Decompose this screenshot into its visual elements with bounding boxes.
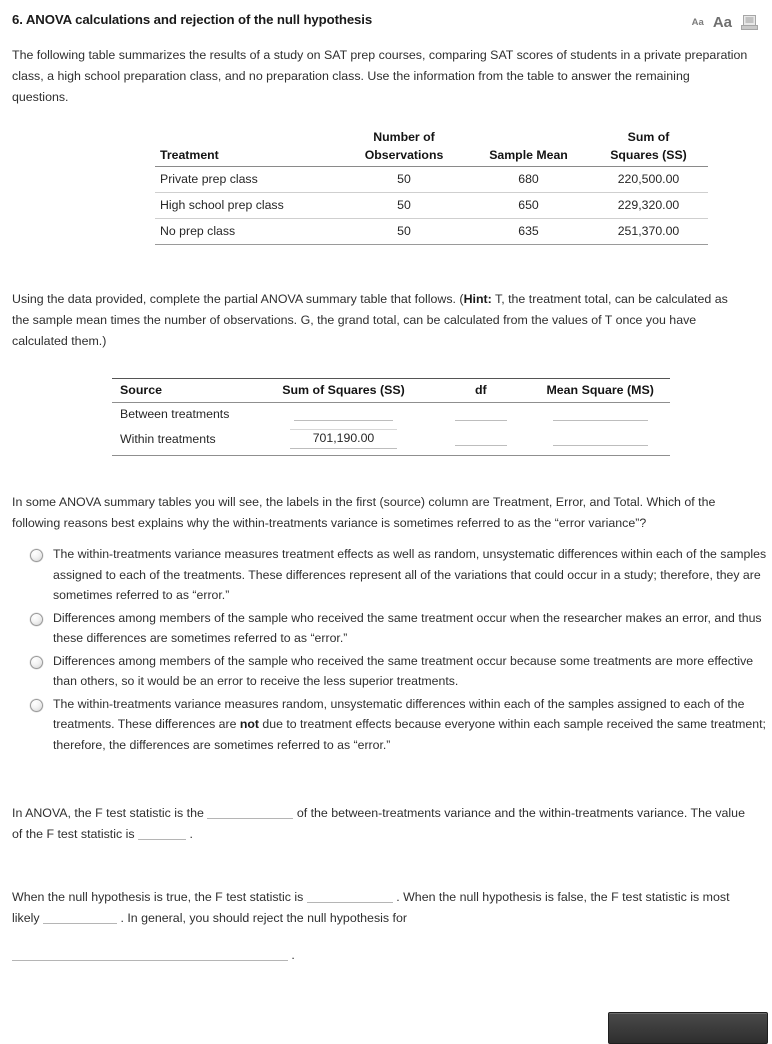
null-hyp-blank-3[interactable]	[12, 947, 288, 961]
hint-label: Hint:	[463, 292, 492, 306]
radio-button-icon[interactable]	[30, 656, 43, 669]
mc-option-4-emphasis: not	[239, 717, 259, 731]
mc-option-4[interactable]	[30, 694, 768, 756]
table-row	[112, 403, 670, 427]
hint-text-before: Using the data provided, complete the partial ANOVA summary table that follows. (	[12, 292, 464, 306]
cell-treatment: High school prep class	[155, 193, 340, 219]
table-header-top-row	[155, 130, 708, 148]
input-within-df[interactable]	[431, 426, 530, 456]
cell-source-between: Between treatments	[120, 407, 230, 421]
header-observations-line1: Number of	[373, 130, 435, 144]
f-stat-text-1: In ANOVA, the F test statistic is the	[12, 806, 204, 820]
header-spacer-2	[468, 130, 589, 148]
cell-observations: 50	[340, 167, 468, 193]
f-statistic-paragraph	[0, 803, 772, 845]
intro-paragraph: The following table summarizes the results of a study on SAT prep courses, comparing SAT scores of students in a private preparation class, a high school preparation class, and no preparation class. Use the information from the table to answer the remaining questions.	[12, 48, 748, 104]
header-blank-spacer	[155, 130, 340, 148]
mc-option-4-label	[53, 694, 768, 756]
f-stat-blank-1[interactable]	[207, 805, 293, 819]
null-hyp-text-2: . When the null hypothesis is false, the F test statistic is most likely	[12, 890, 730, 925]
mc-option-3-label: Differences among members of the sample who received the same treatment occur because some treatments are more effective than others, so it would be an error to receive the less superior treatments.	[53, 653, 754, 688]
anova-table-container	[0, 378, 772, 456]
header-ss-line1: Sum of	[627, 130, 670, 144]
reading-pane-icon[interactable]	[741, 14, 758, 31]
cell-observations: 50	[340, 219, 468, 245]
mc-option-2-label: Differences among members of the sample who received the same treatment occur when the researcher makes an error, and thus these differences are sometimes referred to as “error.”	[53, 610, 762, 645]
null-hypothesis-paragraph	[0, 887, 772, 929]
input-between-df[interactable]	[431, 403, 530, 427]
cell-source-within: Within treatments	[112, 426, 256, 456]
increase-font-size-icon[interactable]: Aa	[712, 14, 732, 31]
study-summary-table	[155, 130, 708, 245]
header-treatment: Treatment	[155, 148, 340, 167]
header-sum-of-squares: Sum of Squares (SS)	[256, 379, 432, 403]
cell-ss: 220,500.00	[589, 167, 708, 193]
table-row	[112, 426, 670, 456]
table-header-row	[155, 148, 708, 167]
mc-option-1[interactable]	[30, 544, 768, 606]
cell-treatment: Private prep class	[155, 167, 340, 193]
radio-button-icon[interactable]	[30, 549, 43, 562]
header-observations-line2: Observations	[340, 148, 468, 167]
mc-option-3[interactable]	[30, 651, 768, 692]
cell-sample-mean: 635	[468, 219, 589, 245]
table-row	[155, 193, 708, 219]
mc-option-4-part1: The within-treatments variance measures random, unsystematic differences within each of the samples assigned to each of the treatments. These differences are	[53, 696, 745, 731]
mc-option-1-label: The within-treatments variance measures treatment effects as well as random, unsystematic differences within each of the samples assigned to each of the treatments. These differences represent all of the variations that could occur in a study; therefore, they are sometimes referred to as “error.”	[53, 547, 767, 602]
table-row	[155, 167, 708, 193]
summary-table-container	[0, 130, 772, 245]
null-hyp-text-3: . In general, you should reject the null hypothesis for	[120, 911, 407, 925]
null-hyp-blank-1[interactable]	[307, 889, 393, 903]
page-title: 6. ANOVA calculations and rejection of the null hypothesis	[12, 12, 373, 27]
f-stat-blank-2[interactable]	[138, 826, 186, 840]
header-df: df	[431, 379, 530, 403]
null-hyp-text-4: .	[291, 948, 295, 962]
f-stat-text-2: of the between-treatments variance and the within-treatments variance. The value of the F test statistic is	[12, 806, 745, 841]
header-sample-mean: Sample Mean	[468, 148, 589, 167]
cell-sample-mean: 650	[468, 193, 589, 219]
value-within-ss	[256, 426, 432, 456]
anova-summary-table	[112, 378, 670, 456]
within-ss-value: 701,190.00	[290, 429, 397, 449]
cell-sample-mean: 680	[468, 167, 589, 193]
hint-paragraph	[0, 289, 772, 352]
cell-ss: 229,320.00	[589, 193, 708, 219]
question-header	[0, 0, 772, 31]
bottom-action-button[interactable]	[608, 1012, 768, 1044]
null-hyp-text-1: When the null hypothesis is true, the F test statistic is	[12, 890, 304, 904]
mc-option-2[interactable]	[30, 608, 768, 649]
radio-button-icon[interactable]	[30, 699, 43, 712]
hint-text-after: T, the treatment total, can be calculated as the sample mean times the number of observations. G, the grand total, can be calculated from the values of T once you have calculated them.)	[12, 292, 728, 348]
header-mean-square: Mean Square (MS)	[530, 379, 670, 403]
table-row	[155, 219, 708, 245]
header-ss-line2: Squares (SS)	[589, 148, 708, 167]
header-toolbar	[692, 12, 758, 31]
cell-observations: 50	[340, 193, 468, 219]
radio-button-icon[interactable]	[30, 613, 43, 626]
mc-option-4-part2: due to treatment effects because everyone within each sample received the same treatment; therefore, the differences are sometimes referred to as “error.”	[53, 717, 766, 752]
mc-question-prompt: In some ANOVA summary tables you will see, the labels in the first (source) column are Treatment, Error, and Total. Which of the following reasons best explains why the within-treatments variance is sometimes referred to as the “error variance”?	[12, 495, 716, 530]
header-source: Source	[112, 379, 256, 403]
null-hyp-blank-2[interactable]	[43, 910, 117, 924]
mc-options-group	[0, 544, 772, 755]
cell-ss: 251,370.00	[589, 219, 708, 245]
decrease-font-size-icon[interactable]: Aa	[691, 16, 704, 28]
input-between-ms[interactable]	[530, 403, 670, 427]
null-hypothesis-final-line	[0, 945, 772, 965]
f-stat-text-3: .	[189, 827, 193, 841]
anova-header-row	[112, 379, 670, 403]
input-within-ms[interactable]	[530, 426, 670, 456]
cell-treatment: No prep class	[155, 219, 340, 245]
input-between-ss[interactable]	[256, 403, 432, 427]
